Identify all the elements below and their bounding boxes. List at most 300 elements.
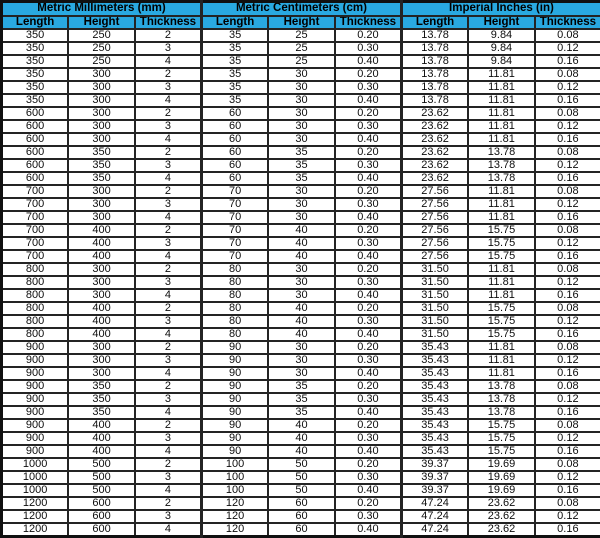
table-row (2, 146, 600, 159)
cell-thickness-mm: 2 (135, 458, 202, 471)
cell-length-cm: 90 (201, 354, 268, 367)
cell-thickness-in: 0.08 (535, 146, 600, 159)
cell-length-in: 13.78 (401, 29, 468, 42)
cell-thickness-mm: 4 (135, 211, 202, 224)
cell-height-mm: 300 (68, 185, 135, 198)
cell-length-cm: 80 (201, 315, 268, 328)
cell-height-mm: 300 (68, 276, 135, 289)
cell-thickness-mm: 3 (135, 432, 202, 445)
cell-height-mm: 400 (68, 302, 135, 315)
cell-height-cm: 40 (268, 224, 335, 237)
table-row (2, 432, 600, 445)
cell-thickness-mm: 3 (135, 471, 202, 484)
cell-height-mm: 400 (68, 224, 135, 237)
cell-height-in: 11.81 (468, 185, 535, 198)
table-row (2, 133, 600, 146)
cell-thickness-cm: 0.40 (335, 55, 402, 68)
cell-length-cm: 60 (201, 159, 268, 172)
cell-height-cm: 30 (268, 211, 335, 224)
cell-thickness-in: 0.16 (535, 523, 600, 537)
column-header-length-in: Length (401, 16, 468, 30)
cell-thickness-mm: 4 (135, 94, 202, 107)
cell-length-in: 27.56 (401, 250, 468, 263)
cell-length-in: 13.78 (401, 55, 468, 68)
cell-length-mm: 1000 (2, 458, 69, 471)
cell-length-in: 31.50 (401, 315, 468, 328)
section-header-row (2, 2, 600, 16)
table-row (2, 185, 600, 198)
cell-thickness-mm: 4 (135, 133, 202, 146)
cell-height-cm: 35 (268, 393, 335, 406)
table-row (2, 250, 600, 263)
cell-length-in: 39.37 (401, 471, 468, 484)
cell-thickness-in: 0.12 (535, 393, 600, 406)
cell-length-in: 13.78 (401, 94, 468, 107)
cell-length-cm: 35 (201, 94, 268, 107)
cell-thickness-in: 0.16 (535, 367, 600, 380)
cell-thickness-in: 0.16 (535, 328, 600, 341)
cell-thickness-cm: 0.30 (335, 276, 402, 289)
cell-height-cm: 30 (268, 133, 335, 146)
cell-length-cm: 35 (201, 68, 268, 81)
cell-height-mm: 250 (68, 29, 135, 42)
column-header-length-mm: Length (2, 16, 69, 30)
cell-height-cm: 35 (268, 146, 335, 159)
cell-length-in: 23.62 (401, 133, 468, 146)
cell-height-in: 11.81 (468, 94, 535, 107)
cell-thickness-in: 0.16 (535, 250, 600, 263)
cell-height-mm: 400 (68, 328, 135, 341)
column-header-row (2, 16, 600, 30)
cell-length-in: 35.43 (401, 419, 468, 432)
cell-thickness-in: 0.08 (535, 458, 600, 471)
cell-thickness-mm: 3 (135, 159, 202, 172)
cell-length-in: 39.37 (401, 484, 468, 497)
cell-length-mm: 350 (2, 42, 69, 55)
cell-length-cm: 35 (201, 29, 268, 42)
cell-height-in: 13.78 (468, 380, 535, 393)
cell-thickness-in: 0.16 (535, 289, 600, 302)
column-header-height-cm: Height (268, 16, 335, 30)
cell-thickness-in: 0.12 (535, 42, 600, 55)
cell-height-in: 11.81 (468, 354, 535, 367)
cell-thickness-cm: 0.30 (335, 42, 402, 55)
cell-length-mm: 800 (2, 328, 69, 341)
cell-thickness-mm: 3 (135, 237, 202, 250)
table-row (2, 211, 600, 224)
cell-thickness-cm: 0.40 (335, 94, 402, 107)
cell-height-cm: 50 (268, 458, 335, 471)
cell-thickness-mm: 3 (135, 510, 202, 523)
cell-thickness-cm: 0.30 (335, 120, 402, 133)
cell-thickness-mm: 3 (135, 198, 202, 211)
cell-height-mm: 300 (68, 120, 135, 133)
cell-height-cm: 60 (268, 510, 335, 523)
cell-height-in: 11.81 (468, 68, 535, 81)
cell-height-cm: 30 (268, 289, 335, 302)
cell-length-cm: 120 (201, 510, 268, 523)
cell-length-cm: 70 (201, 198, 268, 211)
cell-length-cm: 35 (201, 42, 268, 55)
cell-thickness-cm: 0.30 (335, 198, 402, 211)
column-header-height-in: Height (468, 16, 535, 30)
cell-thickness-mm: 3 (135, 120, 202, 133)
cell-length-cm: 90 (201, 393, 268, 406)
cell-height-mm: 300 (68, 198, 135, 211)
cell-length-in: 23.62 (401, 172, 468, 185)
cell-thickness-cm: 0.30 (335, 237, 402, 250)
table-row (2, 120, 600, 133)
cell-height-mm: 250 (68, 55, 135, 68)
cell-thickness-in: 0.08 (535, 302, 600, 315)
cell-length-mm: 600 (2, 159, 69, 172)
cell-thickness-mm: 2 (135, 224, 202, 237)
cell-height-in: 11.81 (468, 81, 535, 94)
cell-thickness-mm: 3 (135, 81, 202, 94)
cell-length-mm: 900 (2, 445, 69, 458)
cell-length-cm: 60 (201, 146, 268, 159)
cell-thickness-in: 0.08 (535, 29, 600, 42)
cell-thickness-in: 0.08 (535, 263, 600, 276)
column-header-thickness-mm: Thickness (135, 16, 202, 30)
cell-height-cm: 40 (268, 432, 335, 445)
cell-thickness-mm: 2 (135, 263, 202, 276)
cell-height-mm: 300 (68, 367, 135, 380)
cell-length-mm: 700 (2, 198, 69, 211)
cell-height-mm: 300 (68, 68, 135, 81)
cell-height-cm: 30 (268, 341, 335, 354)
cell-height-cm: 30 (268, 367, 335, 380)
cell-length-cm: 90 (201, 406, 268, 419)
cell-thickness-in: 0.08 (535, 68, 600, 81)
cell-height-in: 11.81 (468, 367, 535, 380)
cell-height-in: 11.81 (468, 133, 535, 146)
table-row (2, 471, 600, 484)
table-row (2, 523, 600, 537)
cell-length-mm: 900 (2, 432, 69, 445)
cell-height-mm: 300 (68, 133, 135, 146)
cell-length-in: 13.78 (401, 42, 468, 55)
cell-thickness-mm: 3 (135, 276, 202, 289)
cell-thickness-mm: 4 (135, 250, 202, 263)
cell-thickness-mm: 4 (135, 55, 202, 68)
cell-thickness-in: 0.12 (535, 198, 600, 211)
cell-length-cm: 100 (201, 471, 268, 484)
cell-height-in: 13.78 (468, 406, 535, 419)
cell-height-cm: 30 (268, 276, 335, 289)
cell-thickness-in: 0.12 (535, 315, 600, 328)
cell-height-cm: 40 (268, 328, 335, 341)
cell-thickness-mm: 4 (135, 523, 202, 537)
section-header-metric-centimeters: Metric Centimeters (cm) (201, 2, 401, 16)
table-row (2, 380, 600, 393)
cell-thickness-mm: 4 (135, 406, 202, 419)
cell-thickness-mm: 4 (135, 289, 202, 302)
cell-thickness-mm: 2 (135, 107, 202, 120)
cell-length-cm: 80 (201, 302, 268, 315)
cell-height-cm: 50 (268, 484, 335, 497)
cell-thickness-in: 0.12 (535, 120, 600, 133)
cell-length-in: 47.24 (401, 523, 468, 537)
cell-length-mm: 1200 (2, 523, 69, 537)
cell-thickness-in: 0.12 (535, 81, 600, 94)
cell-height-mm: 250 (68, 42, 135, 55)
cell-height-cm: 40 (268, 302, 335, 315)
table-row (2, 302, 600, 315)
cell-length-in: 35.43 (401, 367, 468, 380)
cell-length-mm: 900 (2, 341, 69, 354)
cell-height-in: 9.84 (468, 42, 535, 55)
cell-thickness-in: 0.12 (535, 354, 600, 367)
section-header-imperial-inches: Imperial Inches (in) (401, 2, 600, 16)
cell-length-cm: 70 (201, 224, 268, 237)
cell-height-mm: 350 (68, 393, 135, 406)
cell-height-cm: 60 (268, 523, 335, 537)
table-row (2, 159, 600, 172)
cell-height-mm: 300 (68, 263, 135, 276)
cell-height-in: 13.78 (468, 172, 535, 185)
cell-height-cm: 30 (268, 81, 335, 94)
cell-thickness-in: 0.12 (535, 471, 600, 484)
cell-length-cm: 60 (201, 120, 268, 133)
cell-height-mm: 300 (68, 107, 135, 120)
cell-thickness-cm: 0.40 (335, 172, 402, 185)
cell-length-cm: 70 (201, 250, 268, 263)
cell-height-cm: 40 (268, 250, 335, 263)
cell-thickness-cm: 0.30 (335, 354, 402, 367)
cell-height-cm: 30 (268, 185, 335, 198)
cell-length-mm: 900 (2, 406, 69, 419)
cell-length-in: 35.43 (401, 445, 468, 458)
cell-height-in: 19.69 (468, 484, 535, 497)
cell-height-mm: 300 (68, 94, 135, 107)
table-row (2, 172, 600, 185)
cell-thickness-cm: 0.30 (335, 315, 402, 328)
table-row (2, 315, 600, 328)
cell-height-in: 11.81 (468, 120, 535, 133)
cell-length-mm: 350 (2, 94, 69, 107)
cell-length-mm: 600 (2, 107, 69, 120)
table-row (2, 341, 600, 354)
cell-height-in: 15.75 (468, 224, 535, 237)
cell-height-cm: 25 (268, 42, 335, 55)
table-row (2, 81, 600, 94)
cell-height-in: 11.81 (468, 198, 535, 211)
table-row (2, 94, 600, 107)
cell-height-mm: 400 (68, 237, 135, 250)
cell-height-mm: 350 (68, 146, 135, 159)
cell-thickness-in: 0.08 (535, 224, 600, 237)
cell-length-in: 27.56 (401, 237, 468, 250)
cell-height-cm: 35 (268, 380, 335, 393)
cell-length-mm: 350 (2, 29, 69, 42)
cell-height-in: 11.81 (468, 263, 535, 276)
cell-length-mm: 350 (2, 81, 69, 94)
cell-height-in: 15.75 (468, 302, 535, 315)
cell-thickness-in: 0.16 (535, 211, 600, 224)
cell-length-mm: 700 (2, 250, 69, 263)
table-row (2, 458, 600, 471)
cell-thickness-cm: 0.40 (335, 211, 402, 224)
cell-thickness-cm: 0.40 (335, 484, 402, 497)
cell-height-cm: 30 (268, 354, 335, 367)
table-row (2, 328, 600, 341)
cell-length-in: 35.43 (401, 432, 468, 445)
table-row (2, 29, 600, 42)
cell-height-cm: 30 (268, 263, 335, 276)
cell-thickness-mm: 2 (135, 497, 202, 510)
cell-height-mm: 400 (68, 419, 135, 432)
cell-thickness-cm: 0.30 (335, 510, 402, 523)
cell-height-cm: 50 (268, 471, 335, 484)
table-header (2, 2, 600, 30)
cell-thickness-mm: 3 (135, 315, 202, 328)
cell-length-in: 23.62 (401, 159, 468, 172)
cell-length-mm: 1200 (2, 510, 69, 523)
cell-thickness-in: 0.08 (535, 419, 600, 432)
cell-length-mm: 350 (2, 68, 69, 81)
cell-height-cm: 40 (268, 237, 335, 250)
cell-height-in: 15.75 (468, 237, 535, 250)
cell-length-cm: 90 (201, 367, 268, 380)
cell-length-mm: 1000 (2, 484, 69, 497)
cell-length-mm: 600 (2, 146, 69, 159)
cell-height-cm: 25 (268, 55, 335, 68)
cell-length-mm: 900 (2, 380, 69, 393)
cell-height-mm: 400 (68, 315, 135, 328)
cell-thickness-mm: 3 (135, 354, 202, 367)
cell-length-mm: 800 (2, 302, 69, 315)
cell-thickness-mm: 4 (135, 484, 202, 497)
cell-length-cm: 120 (201, 523, 268, 537)
cell-thickness-mm: 4 (135, 328, 202, 341)
cell-thickness-mm: 2 (135, 146, 202, 159)
cell-length-in: 27.56 (401, 211, 468, 224)
cell-length-in: 31.50 (401, 289, 468, 302)
cell-length-cm: 70 (201, 185, 268, 198)
cell-length-mm: 350 (2, 55, 69, 68)
cell-height-cm: 35 (268, 172, 335, 185)
cell-height-in: 11.81 (468, 211, 535, 224)
cell-height-mm: 600 (68, 523, 135, 537)
cell-length-in: 13.78 (401, 68, 468, 81)
cell-thickness-in: 0.16 (535, 94, 600, 107)
table-row (2, 263, 600, 276)
cell-length-in: 35.43 (401, 393, 468, 406)
cell-length-cm: 90 (201, 419, 268, 432)
cell-thickness-cm: 0.20 (335, 341, 402, 354)
cell-thickness-in: 0.08 (535, 185, 600, 198)
cell-length-cm: 80 (201, 328, 268, 341)
cell-thickness-cm: 0.30 (335, 471, 402, 484)
cell-height-in: 11.81 (468, 107, 535, 120)
cell-height-mm: 350 (68, 172, 135, 185)
cell-thickness-mm: 2 (135, 341, 202, 354)
cell-thickness-in: 0.12 (535, 276, 600, 289)
cell-thickness-cm: 0.30 (335, 393, 402, 406)
cell-height-mm: 500 (68, 458, 135, 471)
cell-thickness-cm: 0.40 (335, 289, 402, 302)
cell-thickness-cm: 0.20 (335, 458, 402, 471)
cell-thickness-mm: 2 (135, 29, 202, 42)
cell-length-cm: 70 (201, 237, 268, 250)
cell-length-mm: 900 (2, 419, 69, 432)
table-row (2, 289, 600, 302)
cell-thickness-mm: 2 (135, 68, 202, 81)
cell-height-in: 15.75 (468, 328, 535, 341)
cell-height-cm: 30 (268, 68, 335, 81)
cell-height-cm: 25 (268, 29, 335, 42)
table-row (2, 393, 600, 406)
column-header-thickness-in: Thickness (535, 16, 600, 30)
table-row (2, 55, 600, 68)
table-row (2, 497, 600, 510)
cell-length-cm: 60 (201, 107, 268, 120)
cell-length-mm: 700 (2, 224, 69, 237)
cell-thickness-cm: 0.20 (335, 185, 402, 198)
cell-height-in: 9.84 (468, 29, 535, 42)
cell-length-in: 23.62 (401, 146, 468, 159)
cell-thickness-cm: 0.40 (335, 328, 402, 341)
cell-length-mm: 800 (2, 289, 69, 302)
cell-height-cm: 35 (268, 159, 335, 172)
cell-length-in: 27.56 (401, 185, 468, 198)
cell-length-mm: 700 (2, 237, 69, 250)
cell-height-in: 19.69 (468, 471, 535, 484)
cell-thickness-in: 0.16 (535, 484, 600, 497)
cell-height-in: 15.75 (468, 250, 535, 263)
cell-length-mm: 900 (2, 367, 69, 380)
cell-length-cm: 90 (201, 380, 268, 393)
cell-height-in: 13.78 (468, 393, 535, 406)
cell-thickness-cm: 0.40 (335, 133, 402, 146)
cell-length-mm: 600 (2, 133, 69, 146)
table-row (2, 484, 600, 497)
cell-thickness-cm: 0.20 (335, 419, 402, 432)
cell-thickness-in: 0.08 (535, 341, 600, 354)
cell-thickness-cm: 0.20 (335, 68, 402, 81)
cell-thickness-in: 0.12 (535, 159, 600, 172)
cell-height-cm: 40 (268, 315, 335, 328)
table-row (2, 42, 600, 55)
cell-height-cm: 40 (268, 445, 335, 458)
cell-length-in: 31.50 (401, 328, 468, 341)
table-row (2, 224, 600, 237)
cell-height-cm: 60 (268, 497, 335, 510)
cell-height-cm: 30 (268, 198, 335, 211)
cell-thickness-in: 0.12 (535, 432, 600, 445)
cell-length-cm: 80 (201, 276, 268, 289)
cell-length-cm: 90 (201, 432, 268, 445)
cell-height-mm: 350 (68, 159, 135, 172)
cell-length-cm: 70 (201, 211, 268, 224)
cell-thickness-in: 0.16 (535, 406, 600, 419)
cell-height-cm: 30 (268, 94, 335, 107)
cell-length-mm: 900 (2, 393, 69, 406)
cell-height-cm: 30 (268, 107, 335, 120)
cell-length-in: 31.50 (401, 302, 468, 315)
cell-length-in: 23.62 (401, 107, 468, 120)
cell-height-mm: 300 (68, 341, 135, 354)
cell-length-in: 31.50 (401, 263, 468, 276)
cell-length-cm: 100 (201, 458, 268, 471)
cell-thickness-mm: 4 (135, 445, 202, 458)
cell-height-cm: 40 (268, 419, 335, 432)
cell-height-in: 9.84 (468, 55, 535, 68)
cell-length-cm: 35 (201, 81, 268, 94)
column-header-height-mm: Height (68, 16, 135, 30)
cell-height-in: 15.75 (468, 445, 535, 458)
